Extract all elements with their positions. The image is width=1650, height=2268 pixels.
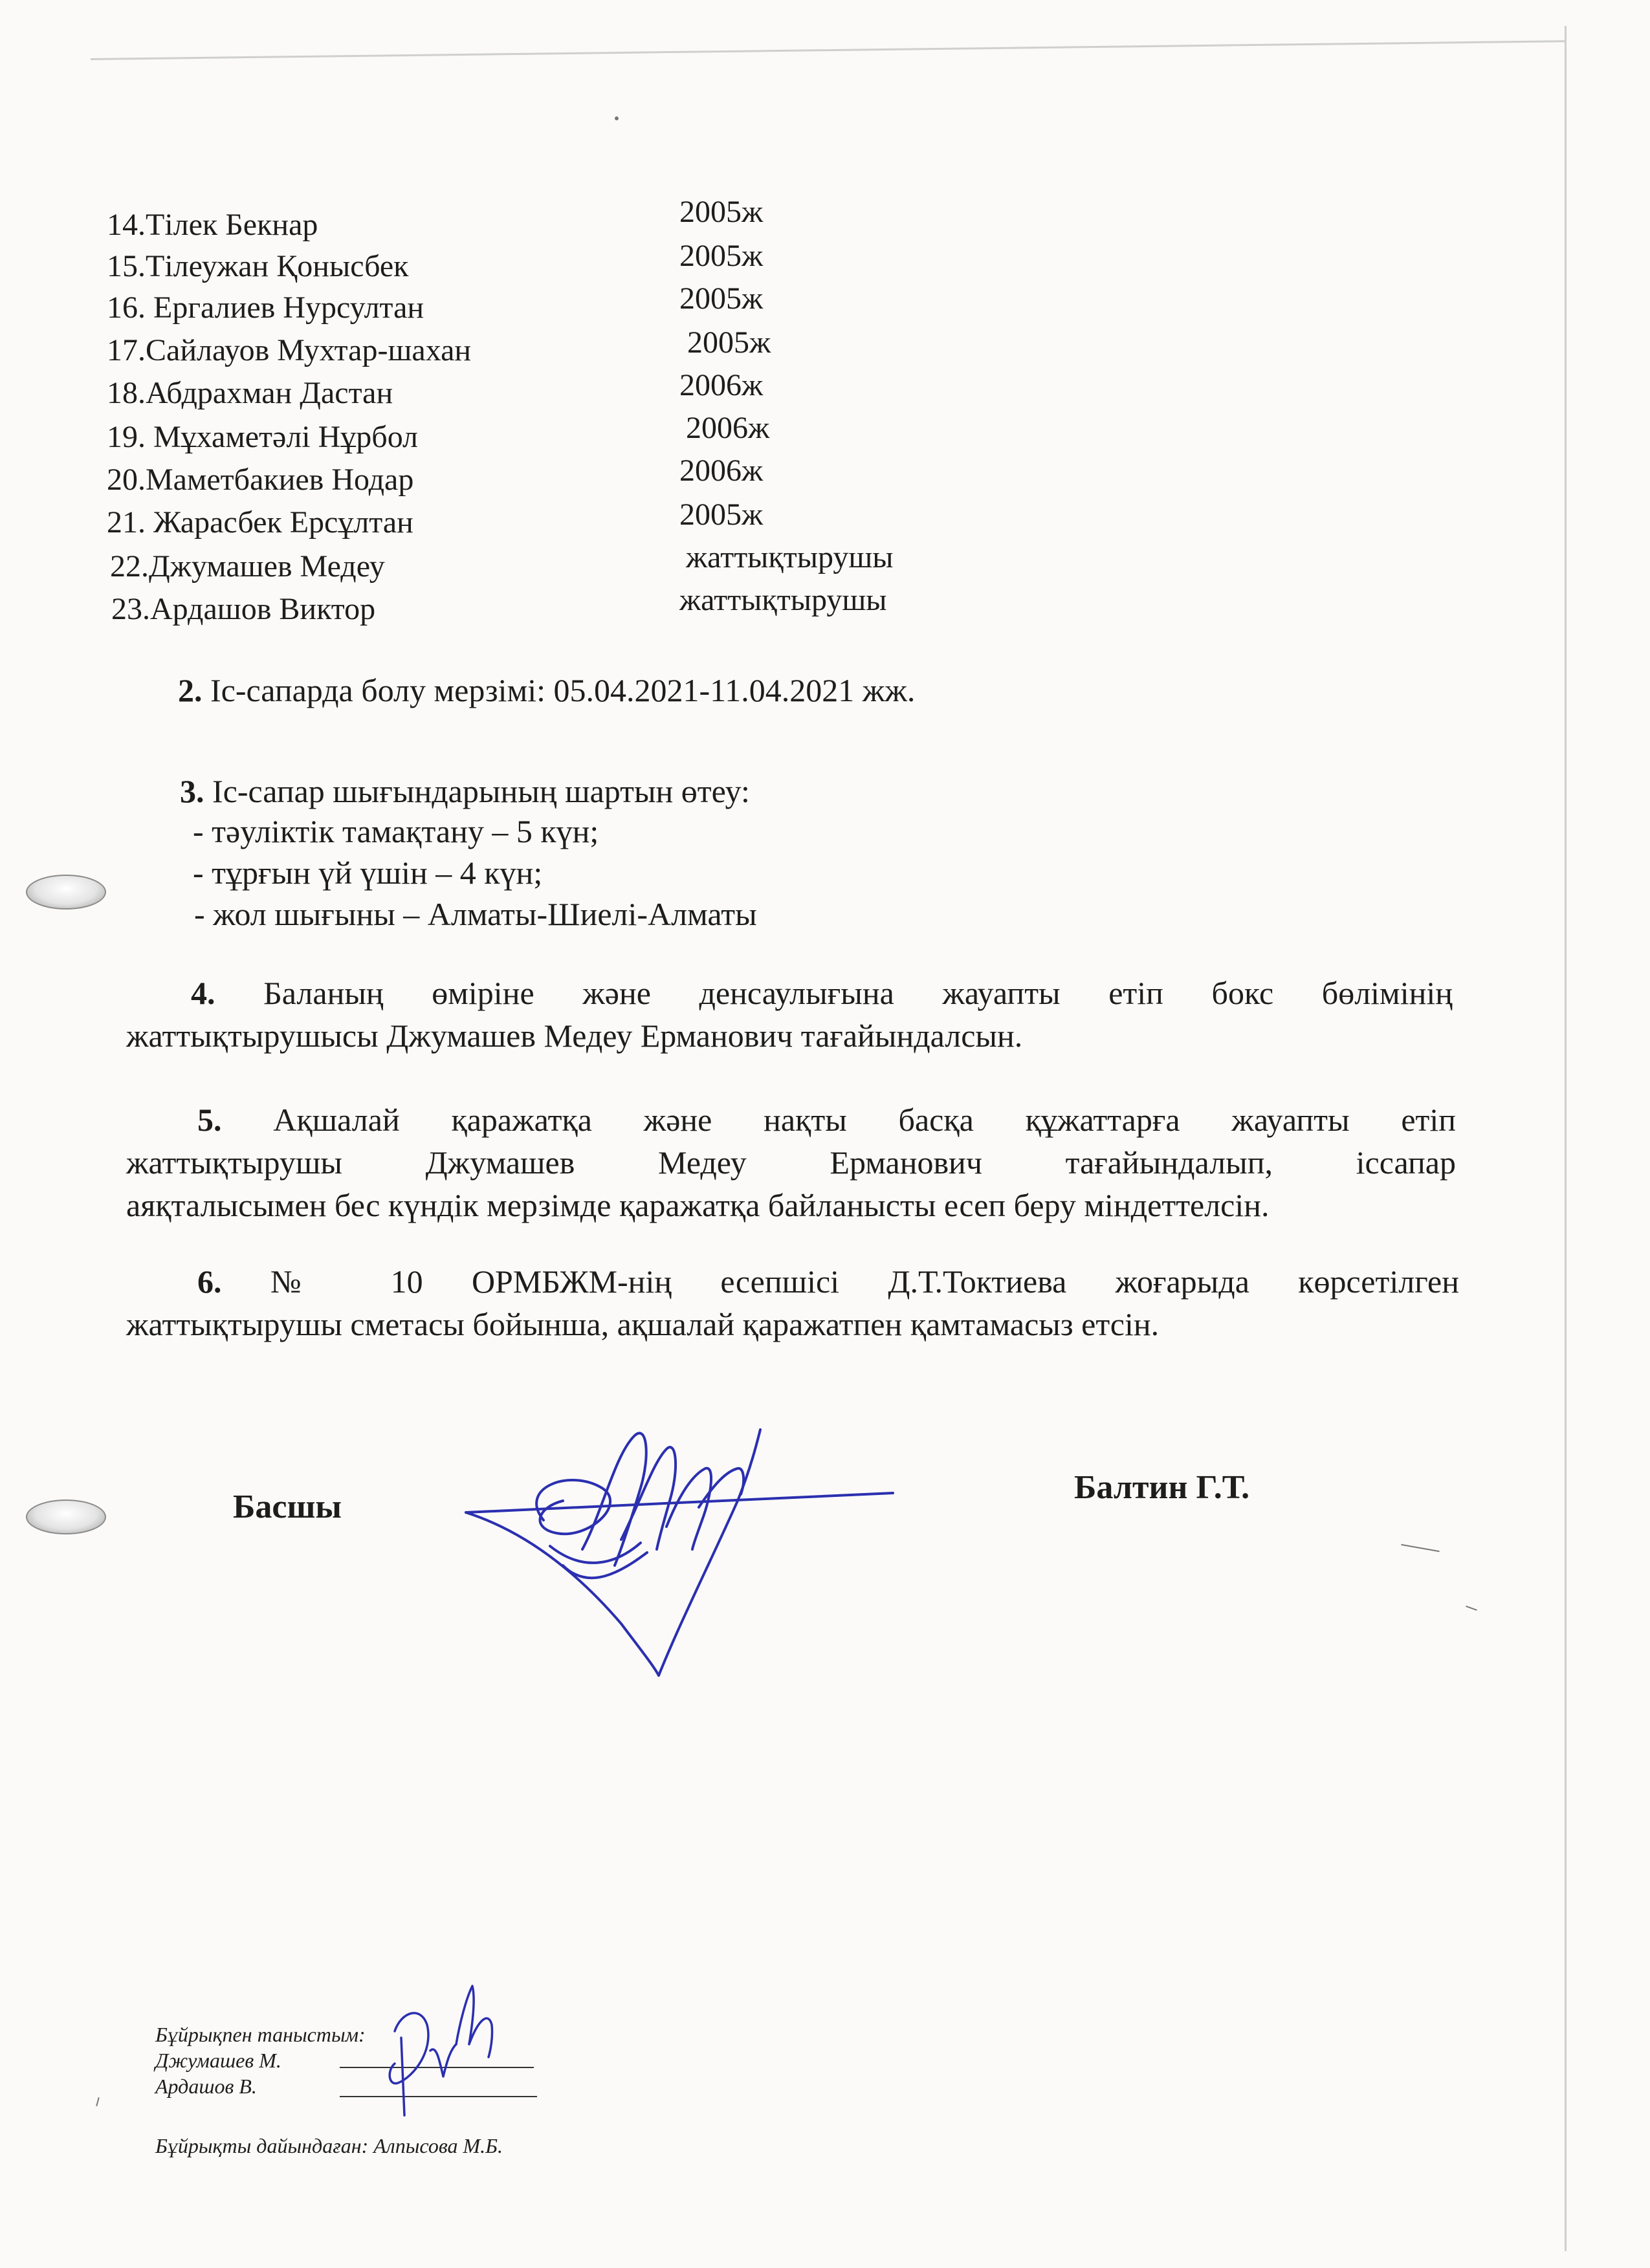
scan-edge-top bbox=[91, 40, 1566, 60]
participant-year: жаттықтырушы bbox=[679, 583, 887, 617]
participant-year: 2006ж bbox=[679, 453, 764, 488]
participant-year: 2005ж bbox=[679, 281, 764, 316]
participant-name: 22.Джумашев Медеу bbox=[110, 549, 385, 583]
item-number: 4. bbox=[191, 975, 215, 1011]
participant-year: жаттықтырушы bbox=[686, 540, 894, 574]
item-6 bbox=[126, 1260, 1459, 1346]
acquainted-label: Бұйрықпен таныстым: bbox=[155, 2023, 366, 2046]
acquainted-person: Джумашев М. bbox=[155, 2049, 281, 2072]
item-number: 6. bbox=[197, 1263, 222, 1300]
director-signature bbox=[453, 1410, 906, 1682]
signatory-name: Балтин Г.Т. bbox=[1074, 1469, 1250, 1506]
participant-name: 15.Тілеужан Қонысбек bbox=[107, 249, 409, 283]
participant-year: 2006ж bbox=[679, 368, 764, 402]
scan-speck bbox=[1466, 1606, 1477, 1611]
scan-speck bbox=[615, 116, 619, 120]
scan-speck bbox=[1401, 1544, 1439, 1552]
paragraph-line bbox=[126, 972, 1453, 1014]
item-4 bbox=[126, 972, 1453, 1057]
paragraph-text: Ақшалай қаражатқа және нақты басқа құжаттарға жауапты етіп bbox=[273, 1102, 1457, 1138]
item-2 bbox=[178, 669, 915, 712]
participant-name: 18.Абдрахман Дастан bbox=[107, 376, 393, 410]
participant-year: 2005ж bbox=[679, 239, 764, 273]
item-number: 2. bbox=[178, 672, 203, 708]
punch-hole-top bbox=[26, 875, 106, 910]
paragraph-line: аяқталысымен бес күндік мерзімде қаражатқа байланысты есеп беру міндеттелсін. bbox=[126, 1187, 1270, 1223]
participant-year: 2005ж bbox=[687, 325, 771, 360]
scan-speck bbox=[96, 2097, 100, 2106]
participant-name: 19. Мұхаметәлі Нұрбол bbox=[107, 420, 419, 454]
acquaintance-signature bbox=[375, 1973, 505, 2128]
item-3 bbox=[180, 770, 750, 812]
participant-name: 21. Жарасбек Ерсұлтан bbox=[107, 505, 413, 540]
participant-name: 14.Тілек Бекнар bbox=[107, 208, 318, 242]
participant-year: 2005ж bbox=[679, 497, 764, 532]
participant-name: 23.Ардашов Виктор bbox=[111, 592, 376, 626]
item-text: Іс-сапар шығындарының шартын өтеу: bbox=[212, 773, 750, 809]
expense-subitem: - тәуліктік тамақтану – 5 күн; bbox=[193, 813, 599, 849]
participant-name: 17.Сайлауов Мухтар-шахан bbox=[107, 333, 472, 367]
item-5 bbox=[126, 1098, 1456, 1227]
item-number: 5. bbox=[197, 1102, 222, 1138]
paragraph-line: жаттықтырушы сметасы бойынша, ақшалай қаражатпен қамтамасыз етсін. bbox=[126, 1306, 1160, 1342]
expense-subitem: - тұрғын үй үшін – 4 күн; bbox=[193, 855, 543, 891]
participant-year: 2005ж bbox=[679, 195, 764, 229]
participant-year: 2006ж bbox=[686, 411, 770, 445]
item-number: 3. bbox=[180, 773, 204, 809]
signatory-title: Басшы bbox=[233, 1488, 342, 1525]
paragraph-text: № 10 ОРМБЖМ-нің есепшісі Д.Т.Токтиева жоғарыда көрсетілген bbox=[270, 1263, 1459, 1300]
participant-name: 16. Ергалиев Нурсултан bbox=[107, 290, 424, 325]
punch-hole-bottom bbox=[26, 1499, 106, 1534]
expense-subitem: - жол шығыны – Алматы-Шиелі-Алматы bbox=[194, 896, 757, 932]
paragraph-text: Баланың өміріне және денсаулығына жауапты етіп бокс бөлімінің bbox=[263, 975, 1453, 1011]
paragraph-line bbox=[126, 1260, 1459, 1303]
item-text: Іс-сапарда болу мерзімі: 05.04.2021-11.04.2021 жж. bbox=[210, 672, 916, 708]
participant-name: 20.Маметбакиев Нодар bbox=[107, 463, 414, 497]
paragraph-line bbox=[126, 1098, 1456, 1141]
acquainted-person: Ардашов В. bbox=[155, 2075, 257, 2098]
prepared-by: Бұйрықты дайындаған: Алпысова М.Б. bbox=[155, 2134, 503, 2157]
paragraph-line: жаттықтырушы Джумашев Медеу Ерманович тағайындалып, іссапар bbox=[126, 1144, 1456, 1181]
paragraph-line: жаттықтырушысы Джумашев Медеу Ерманович тағайындалсын. bbox=[126, 1018, 1023, 1054]
scan-edge-right bbox=[1565, 26, 1567, 2251]
